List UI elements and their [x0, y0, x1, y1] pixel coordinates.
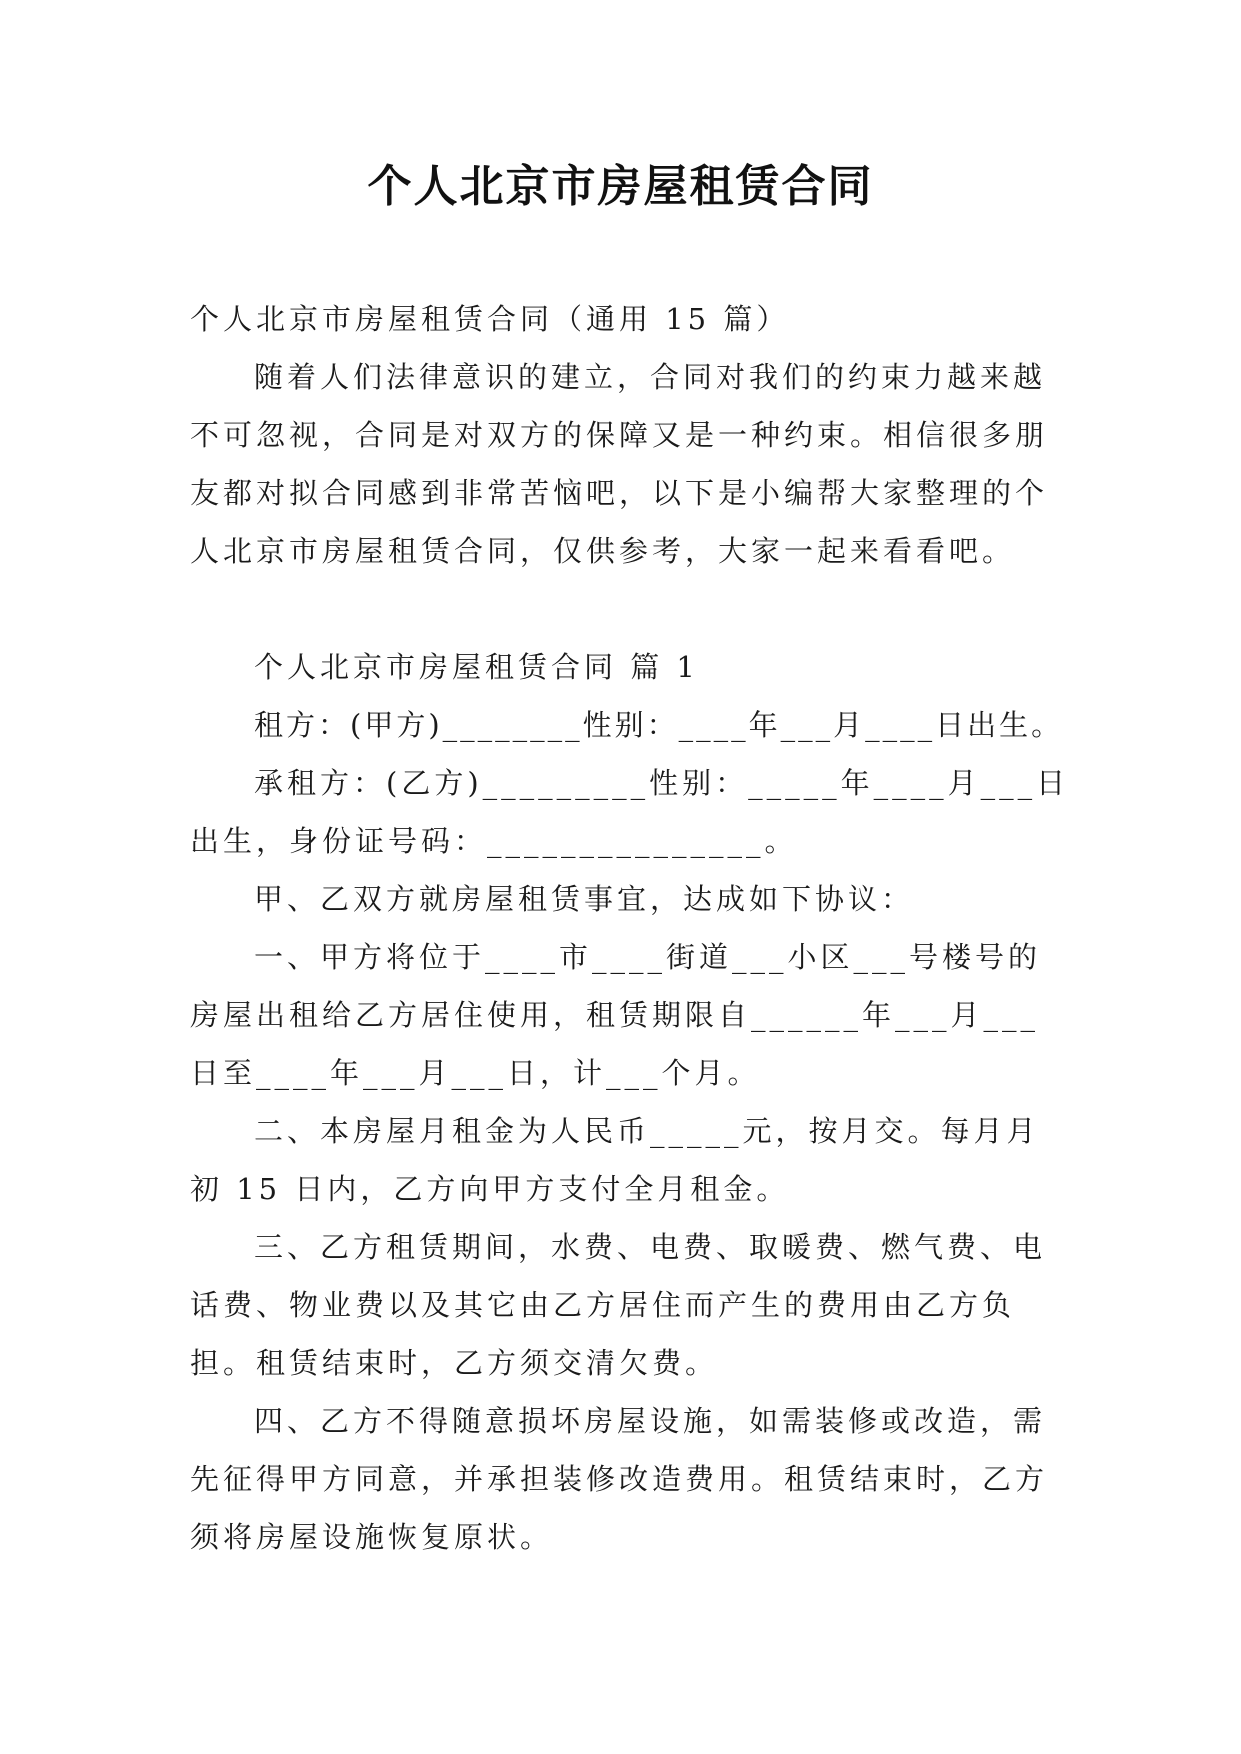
- section-spacer: [190, 580, 1070, 638]
- clause-2: 二、本房屋月租金为人民币_____元，按月交。每月月初 15 日内，乙方向甲方支付全月租金。: [190, 1114, 1040, 1206]
- document-title: 个人北京市房屋租赁合同: [367, 161, 874, 212]
- document-body: [190, 290, 1070, 1566]
- document-subtitle: 个人北京市房屋租赁合同（通用 15 篇）: [190, 302, 790, 336]
- clause-1: 一、甲方将位于____市____街道___小区___号楼号的房屋出租给乙方居住使用，租赁期限自______年___月___日至____年___月___日，计___个月。: [190, 940, 1042, 1090]
- section-heading: 个人北京市房屋租赁合同 篇 1: [254, 650, 699, 684]
- intro-paragraph: 随着人们法律意识的建立，合同对我们的约束力越来越不可忽视，合同是对双方的保障又是一种约束。相信很多朋友都对拟合同感到非常苦恼吧，以下是小编帮大家整理的个人北京市房屋租赁合同，仅供参考，大家一起来看看吧。: [190, 360, 1049, 568]
- clause-4: 四、乙方不得随意损坏房屋设施，如需装修或改造，需先征得甲方同意，并承担装修改造费用。租赁结束时，乙方须将房屋设施恢复原状。: [190, 1404, 1049, 1554]
- agreement-intro: 甲、乙双方就房屋租赁事宜，达成如下协议：: [254, 882, 915, 916]
- clause-3: 三、乙方租赁期间，水费、电费、取暖费、燃气费、电话费、物业费以及其它由乙方居住而产生的费用由乙方负担。租赁结束时，乙方须交清欠费。: [190, 1230, 1047, 1380]
- lessor-line: 租方：(甲方)________性别：____年___月____日出生。: [254, 708, 1064, 742]
- lessee-line: 承租方：(乙方)_________性别：_____年____月___日出生，身份证号码：_______________。: [190, 766, 1070, 858]
